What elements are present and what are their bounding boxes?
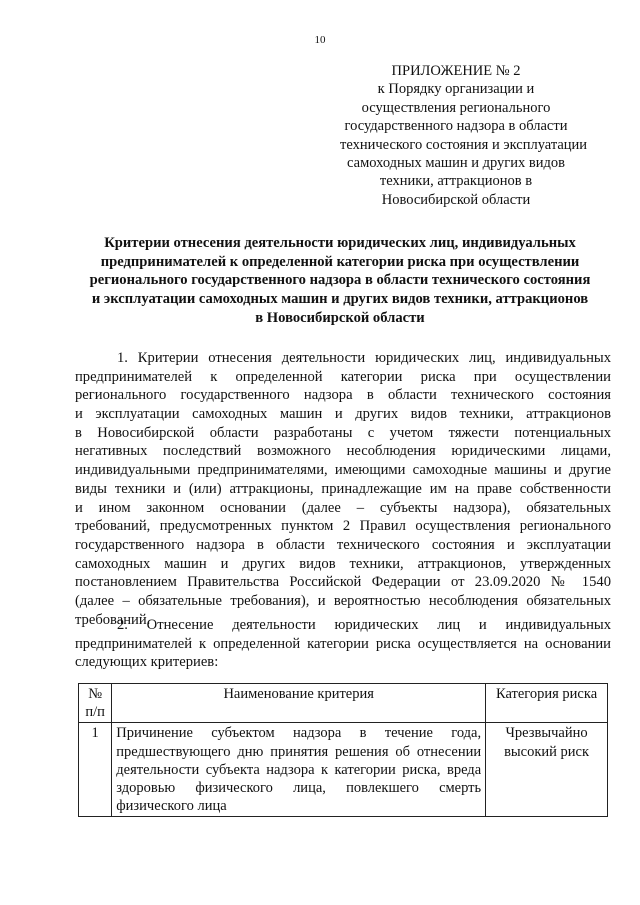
header-criterion-name: Наименование критерия: [112, 684, 486, 723]
appendix-line: самоходных машин и других видов: [347, 155, 565, 172]
title-line: Критерии отнесения деятельности юридических лиц, индивидуальных: [104, 235, 576, 251]
appendix-line: ПРИЛОЖЕНИЕ № 2: [391, 63, 521, 79]
paragraph-line: самоходных машин и других видов техники, аттракционов, утвержденных: [75, 555, 611, 572]
appendix-line: к Порядку организации и: [377, 81, 535, 98]
appendix-header: [340, 62, 588, 209]
criterion-line: предшествующего дню принятия решения об отнесении: [116, 743, 482, 760]
paragraph-line: регионального государственного надзора в области технического состояния: [75, 387, 611, 404]
criterion-line: здоровью физического лица, повлекшего смерть: [116, 780, 482, 797]
paragraph-line: 2. Отнесение деятельности юридических лиц и индивидуальных: [117, 617, 611, 633]
header-number: № п/п: [79, 684, 112, 723]
appendix-line: осуществления регионального: [361, 99, 551, 116]
paragraph-line: в Новосибирской области разработаны с учетом тяжести потенциальных: [75, 424, 611, 441]
paragraph-line: постановлением Правительства Российской Федерации от 23.09.2020 № 1540: [75, 574, 611, 591]
paragraph-line: (далее – обязательные требования), и вероятностью несоблюдения обязательных: [75, 592, 611, 609]
paragraph-line: и эксплуатации самоходных машин и других видов техники, аттракционов: [75, 406, 611, 423]
paragraph-line: виды техники и (или) аттракционы, принадлежащие им на праве собственности: [75, 480, 611, 497]
paragraph-line: негативных последствий возможного несоблюдения юридическими лицами,: [75, 443, 611, 460]
title-line: предпринимателей к определенной категории риска при осуществлении: [100, 253, 580, 270]
criterion-line: Причинение субъектом надзора в течение года,: [116, 725, 482, 742]
criterion-line: деятельности субъекта надзора к категории риска, вреда: [116, 761, 482, 778]
paragraph-line: государственного надзора в области технического состояния и эксплуатации: [75, 536, 611, 553]
header-risk-category: Категория риска: [486, 684, 608, 723]
cell-risk-category: Чрезвычайно высокий риск: [486, 723, 608, 817]
paragraph-line: следующих критериев:: [75, 654, 219, 671]
appendix-line: Новосибирской области: [381, 191, 531, 208]
criterion-line: физического лица: [116, 798, 227, 815]
appendix-line: техники, аттракционов в: [379, 173, 533, 190]
criteria-table: [78, 683, 608, 817]
paragraph-line: требований, предусмотренных пунктом 2 Правил осуществления регионального: [75, 518, 611, 535]
paragraph-2: [75, 616, 611, 672]
appendix-line: государственного надзора в области: [344, 118, 568, 135]
appendix-line: технического состояния и эксплуатации: [340, 136, 588, 153]
paragraph-line: предпринимателей к определенной категории риска при осуществлении: [75, 368, 611, 385]
paragraph-1: [75, 349, 611, 629]
cell-number: 1: [79, 723, 112, 817]
paragraph-line: требований.: [75, 611, 151, 628]
title-line: в Новосибирской области: [255, 309, 425, 326]
title-line: и эксплуатации самоходных машин и других видов техники, аттракционов: [91, 291, 589, 308]
paragraph-line: предпринимателей к определенной категории риска осуществляется на основании: [75, 635, 611, 652]
cell-criterion-name: [112, 723, 486, 817]
document-title: [72, 234, 608, 328]
title-line: регионального государственного надзора в области технического состояния: [89, 272, 591, 289]
table-row: [79, 723, 608, 817]
paragraph-line: 1. Критерии отнесения деятельности юридических лиц, индивидуальных: [117, 350, 611, 366]
page-number: 10: [314, 34, 326, 46]
paragraph-line: индивидуальными предпринимателями, имеющими самоходные машины и другие: [75, 462, 611, 479]
paragraph-line: и ином законном основании (далее – субъекты надзора), обязательных: [75, 499, 611, 516]
table-header-row: [79, 684, 608, 723]
